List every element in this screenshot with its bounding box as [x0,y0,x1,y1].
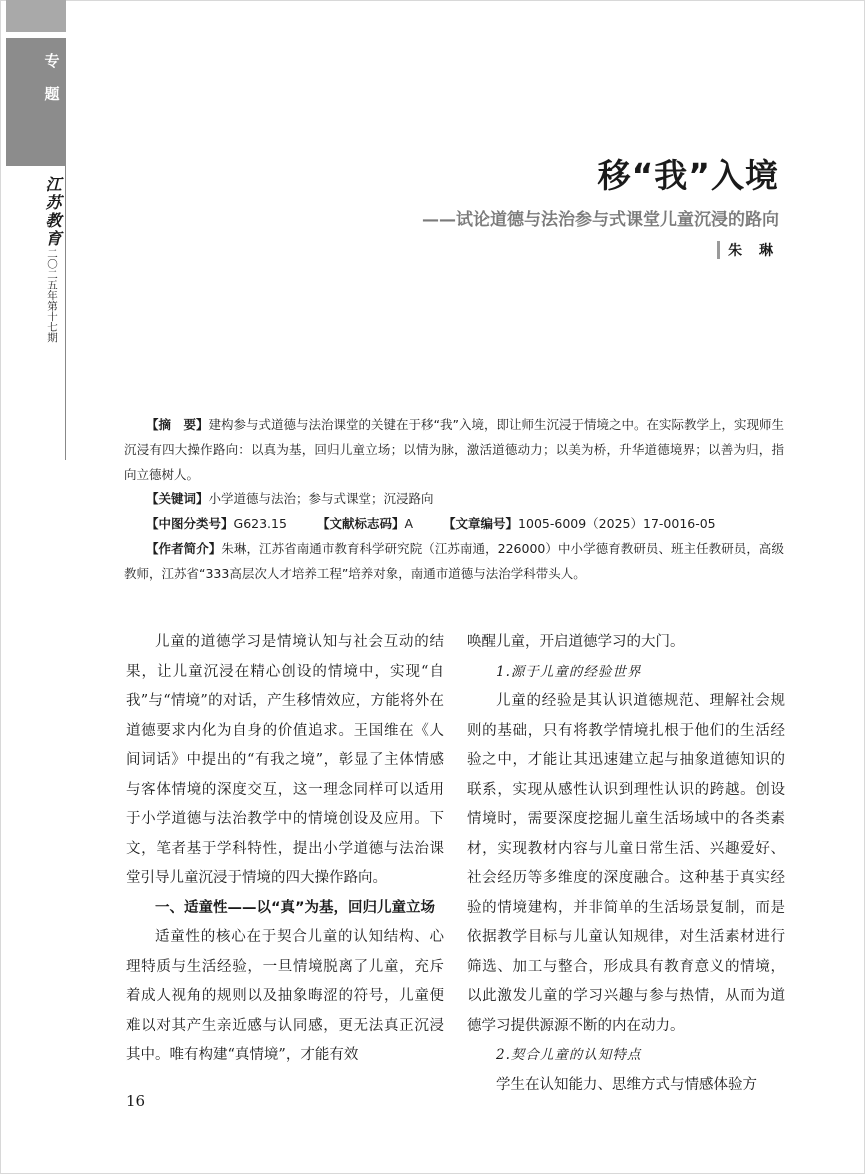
section-tab [6,38,66,166]
doc-code-label: 【文献标志码】 [316,516,405,531]
article-no-value: 1005-6009（2025）17-0016-05 [518,516,716,531]
subsection-2-paragraph: 学生在认知能力、思维方式与情感体验方 [496,1076,757,1093]
body-column-left [126,628,444,1071]
clc-label: 【中图分类号】 [146,516,234,531]
author-bar [717,241,720,259]
bio-text: 朱琳，江苏省南通市教育科学研究院（江苏南通，226000）中小学德育教研员、班主任教研员，高级教师，江苏省“333高层次人才培养工程”培养对象，南通市道德与法治学科带头人。 [124,541,784,581]
doc-code-value: A [404,516,414,531]
article-no-label: 【文章编号】 [443,516,519,531]
margin-divider [65,166,66,460]
section-1-paragraph: 适童性的核心在于契合儿童的认知结构、心理特质与生活经验，一旦情境脱离了儿童，充斥着成人视角的规则以及抽象晦涩的符号，儿童便难以对其产生亲近感与认同感，更无法真正沉浸其中。唯有构建“真情境”，才能有效 [126,929,444,1063]
classification-codes [124,511,784,536]
section-tab-char-2: 题 [44,85,60,103]
author-line [717,240,779,260]
abstract-label: 【摘 要】 [146,417,209,432]
article-subtitle: ——试论道德与法治参与式课堂儿童沉浸的路向 [422,210,779,230]
journal-issue: 二〇二五年第十七期 [46,248,58,343]
abstract-text: 建构参与式道德与法治课堂的关键在于移“我”入境，即让师生沉浸于情境之中。在实际教学上，实现师生沉浸有四大操作路向：以真为基，回归儿童立场；以情为脉，激活道德动力；以美为桥，升华道德境界；以善为归，指向立德树人。 [124,417,784,482]
subsection-1-paragraph: 儿童的经验是其认识道德规范、理解社会规则的基础，只有将教学情境扎根于他们的生活经验之中，才能让其迅速建立起与抽象道德知识的联系，实现从感性认识到理性认识的跨越。创设情境时，需要深度挖掘儿童生活场域中的各类素材，实现教材内容与儿童日常生活、兴趣爱好、社会经历等多维度的深度融合。这种基于真实经验的情境建构，并非简单的生活场景复制，而是依据教学目标与儿童认知规律，对生活素材进行筛选、加工与整合，形成具有教育意义的情境，以此激发儿童的学习兴趣与参与热情，从而为道德学习提供源源不断的内在动力。 [467,693,785,1034]
subsection-1-heading: 1.源于儿童的经验世界 [496,663,642,680]
abstract [124,412,784,487]
keywords-text: 小学道德与法治；参与式课堂；沉浸路向 [208,491,434,506]
clc-value: G623.15 [233,516,287,531]
keywords [124,486,784,511]
subsection-2-heading: 2.契合儿童的认知特点 [496,1047,642,1063]
bio-label: 【作者简介】 [146,541,222,556]
page-number: 16 [126,1092,146,1110]
article-title: 移“我”入境 [597,156,779,195]
author-bio [124,536,784,586]
intro-paragraph: 儿童的道德学习是情境认知与社会互动的结果，让儿童沉浸在精心创设的情境中，实现“自我”与“情境”的对话，产生移情效应，方能将外在道德要求内化为自身的价值追求。王国维在《人间词话》中提出的“有我之境”，彰显了主体情感与客体情境的深度交互，这一理念同样可以适用于小学道德与法治教学中的情境创设及应用。下文，笔者基于学科特性，提出小学道德与法治课堂引导儿童沉浸于情境的四大操作路向。 [126,634,444,886]
margin-tab-top [6,0,66,32]
keywords-label: 【关键词】 [146,491,209,506]
section-1-heading: 一、适童性——以“真”为基，回归儿童立场 [155,899,436,916]
section-1-paragraph-continued: 唤醒儿童，开启道德学习的大门。 [467,634,685,650]
body-column-right [467,628,785,1100]
section-tab-char-1: 专 [44,52,60,70]
author-name: 朱 琳 [728,243,779,259]
journal-name: 江苏教育 [43,176,62,248]
journal-running-head [42,176,62,343]
